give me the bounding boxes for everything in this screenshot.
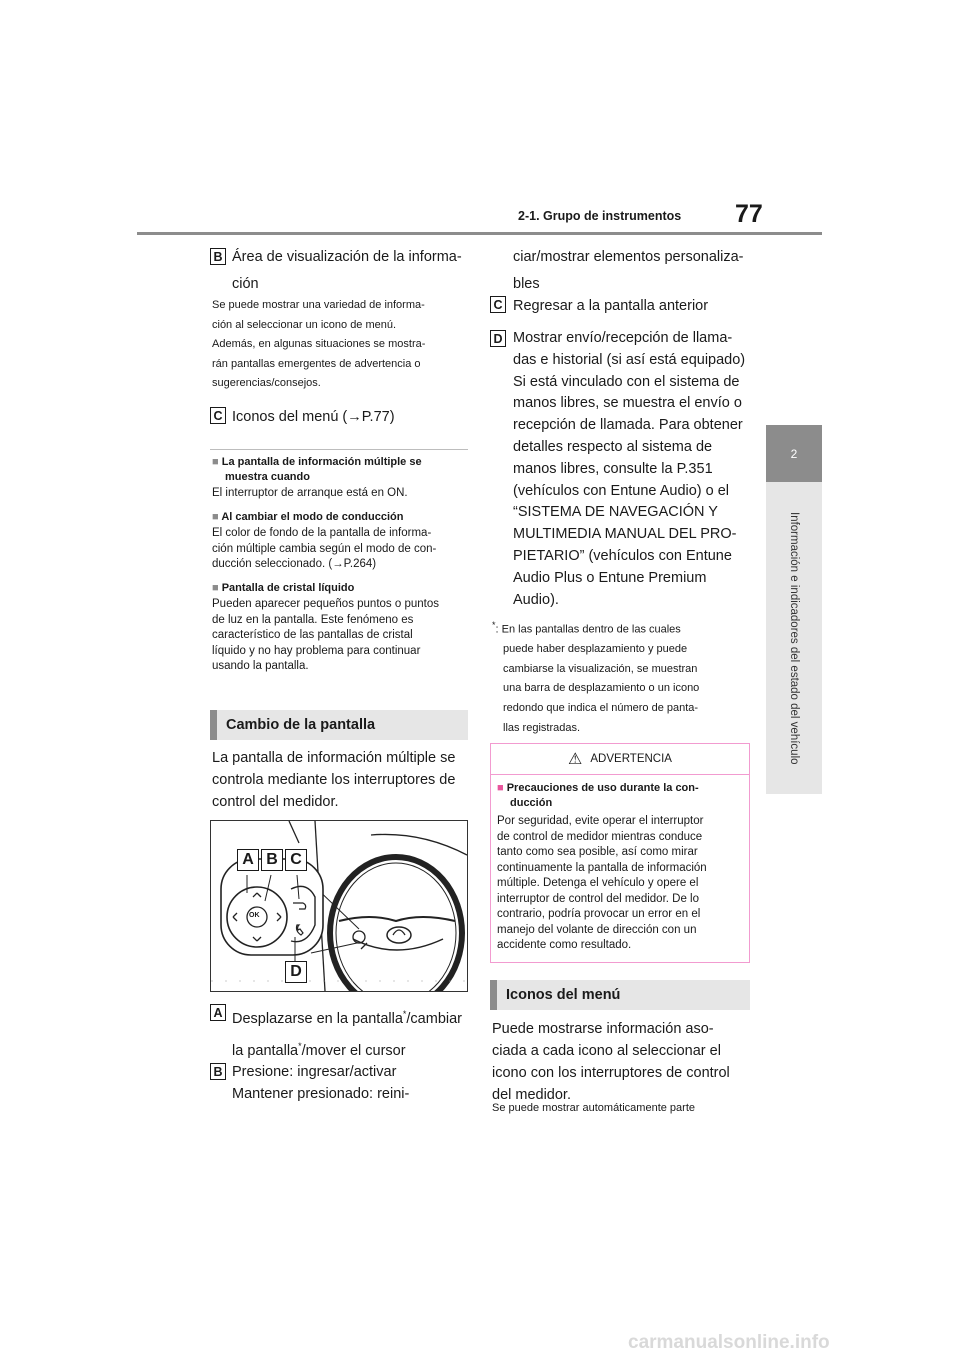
note-text: El interruptor de arranque está en ON. — [212, 487, 408, 499]
figure-label-c: C — [285, 849, 307, 871]
note-heading: muestra cuando — [225, 470, 310, 483]
iconos-small-text: Se puede mostrar automáticamente parte — [492, 1102, 696, 1114]
iconos-text: Puede mostrarse información aso- ciada a cada icono al seleccionar el icono con los interruptores de control del medidor. — [492, 1021, 730, 1103]
section-heading-cambio: Cambio de la pantalla — [210, 710, 468, 740]
item-c-title: Iconos del menú (→P.77) — [232, 409, 395, 425]
warning-box — [490, 743, 750, 963]
warning-text: Por seguridad, evite operar el interruptor de control de medidor mientras conduce tanto como sea posible, así como mirar continuamente la pantalla de información múltiple. Detenga el vehículo y opere el interruptor de control del medidor. De lo contrario, podría provocar un error en el manejo del volante de dirección con un accidente como resultado. — [497, 815, 707, 951]
letter-box-a: A — [210, 1004, 226, 1021]
letter-box-c2: C — [490, 296, 506, 313]
section-title: 2-1. Grupo de instrumentos — [518, 209, 682, 223]
item-b2-continuation: ciar/mostrar elementos personaliza- bles — [513, 249, 744, 292]
letter-box-b2: B — [210, 1063, 226, 1080]
note-text: Pueden aparecer pequeños puntos o puntos de luz en la pantalla. Este fenómeno es característico de las pantallas de cristal líquido y no hay problema para continuar usando la pantalla. — [212, 598, 439, 672]
figure-label-b: B — [261, 849, 283, 871]
item-b2-text: Presione: ingresar/activar Mantener presionado: reini- — [232, 1064, 410, 1102]
steering-wheel-illustration — [211, 821, 467, 991]
letter-box-c: C — [210, 407, 226, 424]
item-b-description: Se puede mostrar una variedad de informa- ción al seleccionar un icono de menú. Además, en algunas situaciones se mostra- rán pantallas emergentes de advertencia o sugerencias/consejos. — [212, 299, 426, 390]
note-heading: ■ La pantalla de información múltiple se — [212, 456, 422, 468]
letter-box-d2: D — [490, 330, 506, 347]
page-number: 77 — [735, 200, 763, 228]
warning-header: ⚠ ADVERTENCIA — [491, 744, 749, 775]
chapter-number-tab: 2 — [766, 425, 822, 482]
notes-block — [212, 455, 470, 675]
warning-heading: ■ Precauciones de uso durante la con- — [497, 782, 699, 794]
figure-label-a: A — [237, 849, 259, 871]
note-heading: ■ Al cambiar el modo de conducción — [212, 510, 404, 523]
watermark: carmanualsonline.info — [628, 1332, 830, 1353]
item-c2-title: Regresar a la pantalla anterior — [513, 298, 709, 314]
warning-heading: ducción — [510, 796, 553, 809]
header-rule — [137, 232, 822, 235]
item-b-title: Área de visualización de la informa- ción — [232, 249, 462, 292]
note-heading: ■ Pantalla de cristal líquido — [212, 581, 355, 594]
ok-button-label: OK — [249, 912, 260, 919]
item-d2-text: Mostrar envío/recepción de llama- das e historial (si así está equipado) Si está vinculado con el sistema de manos libres, se muestra el envío o recepción de llamada. Para obtener detalles respecto al sistema de manos libres, consulte la P.351 (vehículos con Entune Audio) o el “SISTEMA DE NAVEGACIÓN Y MULTIMEDIA MANUAL DEL PRO- PIETARIO” (vehículos con Entune Audio Plus o Entune Premium Audio). — [513, 330, 746, 608]
chapter-title-tab: Información e indicadores del estado del vehículo — [788, 511, 800, 765]
section-heading-iconos: Iconos del menú — [490, 980, 750, 1010]
footnote: *: En las pantallas dentro de las cuales puede haber desplazamiento y puede cambiarse la visualización, se muestran una barra de desplazamiento o un icono redondo que indica el número de panta- llas registradas. — [492, 620, 700, 734]
cambio-text: La pantalla de información múltiple se controla mediante los interruptores de control del medidor. — [212, 750, 456, 810]
letter-box-b: B — [210, 248, 226, 265]
item-a-text: Desplazarse en la pantalla*/cambiar la pantalla*/mover el cursor — [232, 1009, 463, 1059]
figure-label-d: D — [285, 961, 307, 983]
steering-switch-figure — [210, 820, 468, 992]
note-text: El color de fondo de la pantalla de informa- ción múltiple cambia según el modo de con- ducción seleccionado. (→P.264) — [212, 527, 437, 570]
warning-triangle-icon: ⚠ — [568, 751, 583, 768]
notes-divider — [210, 449, 468, 450]
